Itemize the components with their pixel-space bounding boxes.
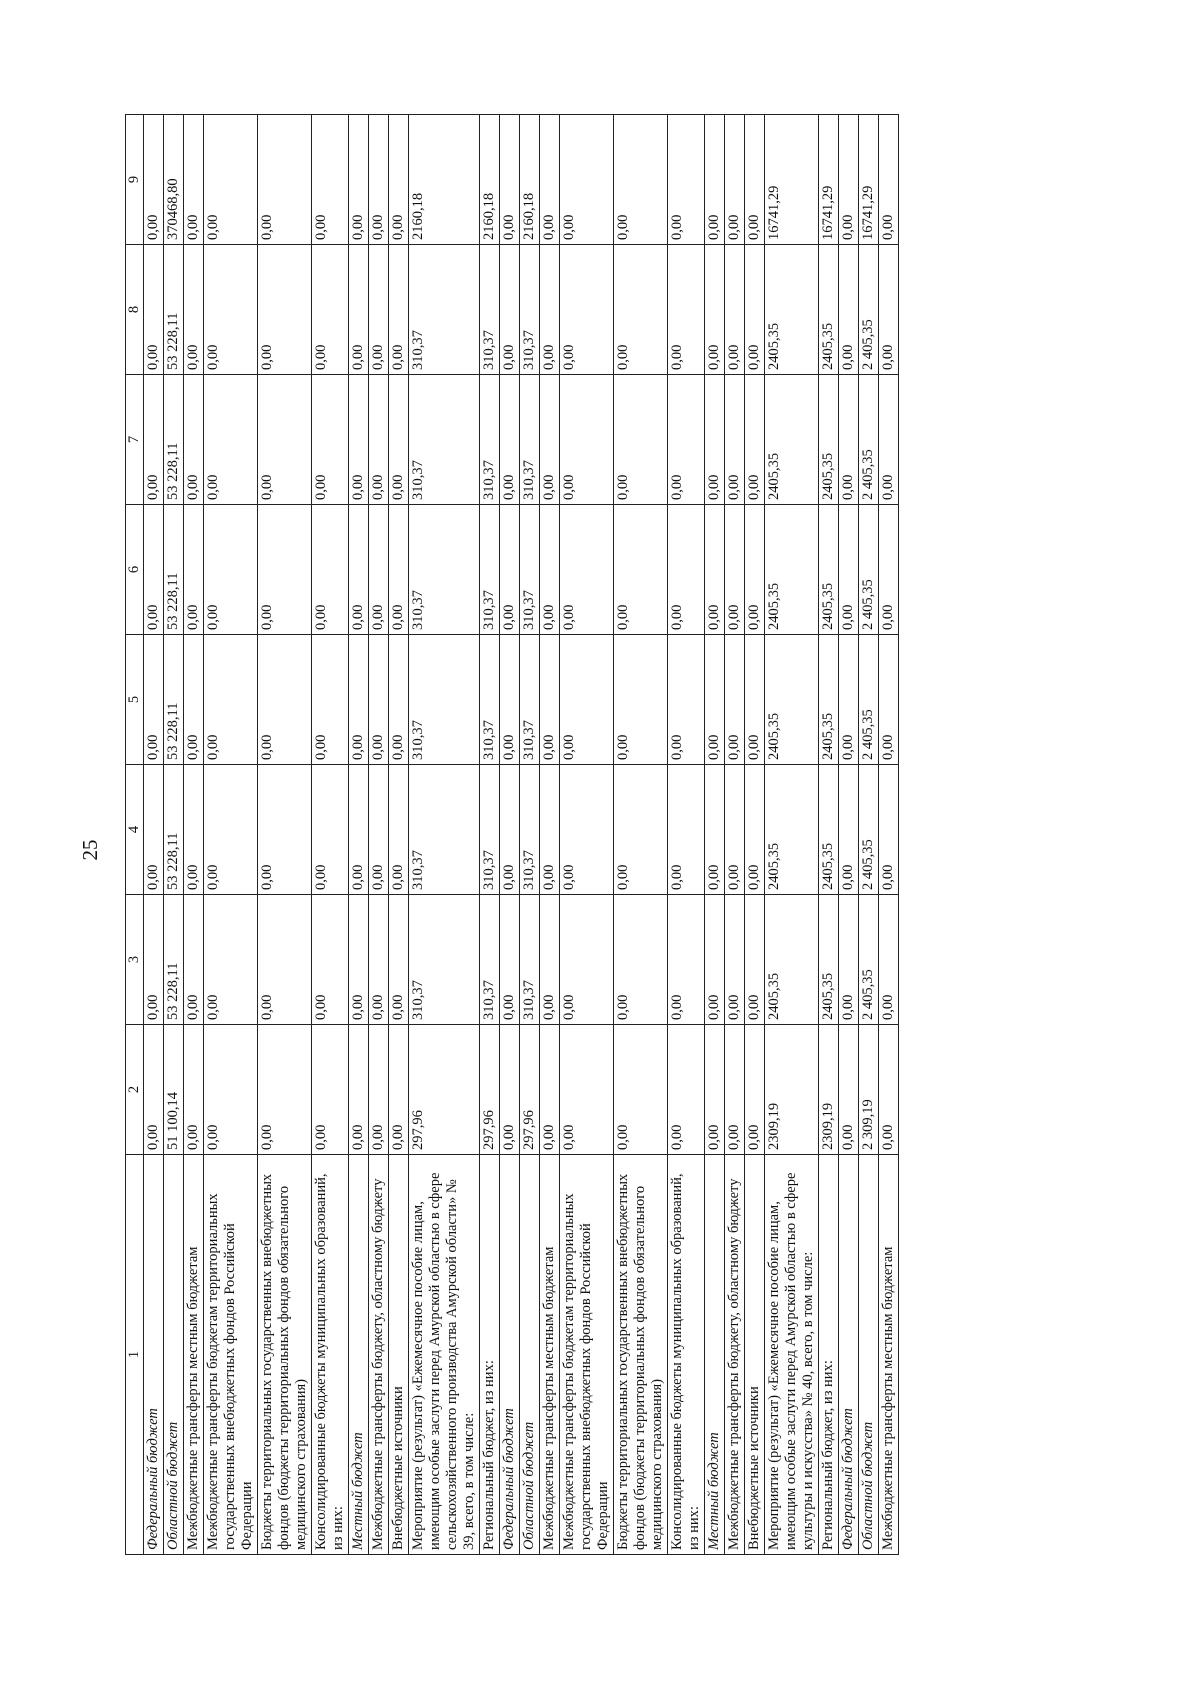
value-cell: 53 228,11	[164, 635, 184, 765]
value-cell: 0,00	[705, 115, 725, 245]
value-cell: 53 228,11	[164, 375, 184, 505]
value-cell: 297,96	[409, 1025, 480, 1155]
value-cell: 0,00	[204, 765, 258, 895]
value-cell: 310,37	[409, 895, 480, 1025]
value-cell: 0,00	[725, 1025, 745, 1155]
table-row	[389, 115, 409, 1555]
column-header: 5	[126, 635, 144, 765]
row-label-cell: Федеральный бюджет	[839, 1155, 859, 1555]
row-label-cell: Межбюджетные трансферты бюджетам территориальных государственных внебюджетных фондов Российской Федерации	[204, 1155, 258, 1555]
value-cell: 0,00	[500, 895, 520, 1025]
column-header: 8	[126, 245, 144, 375]
value-cell: 0,00	[312, 505, 349, 635]
value-cell: 0,00	[312, 375, 349, 505]
value-cell: 0,00	[560, 115, 614, 245]
value-cell: 0,00	[614, 635, 668, 765]
value-cell: 0,00	[540, 765, 560, 895]
value-cell: 0,00	[349, 1025, 369, 1155]
value-cell: 0,00	[349, 895, 369, 1025]
value-cell: 2405,35	[819, 375, 839, 505]
value-cell: 310,37	[480, 635, 500, 765]
value-cell: 310,37	[409, 375, 480, 505]
table-row	[725, 115, 745, 1555]
value-cell: 0,00	[560, 245, 614, 375]
value-cell: 0,00	[668, 375, 705, 505]
value-cell: 0,00	[745, 895, 765, 1025]
value-cell: 51 100,14	[164, 1025, 184, 1155]
value-cell: 0,00	[204, 375, 258, 505]
value-cell: 0,00	[668, 895, 705, 1025]
column-header: 3	[126, 895, 144, 1025]
value-cell: 0,00	[614, 1025, 668, 1155]
row-label-cell: Региональный бюджет, из них:	[819, 1155, 839, 1555]
value-cell: 0,00	[500, 505, 520, 635]
table-row	[839, 115, 859, 1555]
value-cell: 0,00	[879, 115, 899, 245]
value-cell: 0,00	[725, 635, 745, 765]
table-row	[144, 115, 164, 1555]
row-label-cell: Межбюджетные трансферты местным бюджетам	[184, 1155, 204, 1555]
value-cell: 310,37	[409, 765, 480, 895]
value-cell: 0,00	[879, 635, 899, 765]
table-row	[349, 115, 369, 1555]
value-cell: 0,00	[184, 1025, 204, 1155]
value-cell: 0,00	[389, 375, 409, 505]
row-label-cell: Местный бюджет	[349, 1155, 369, 1555]
value-cell: 2405,35	[765, 245, 819, 375]
value-cell: 0,00	[540, 1025, 560, 1155]
value-cell: 0,00	[560, 765, 614, 895]
value-cell: 0,00	[204, 635, 258, 765]
value-cell: 0,00	[349, 505, 369, 635]
value-cell: 0,00	[258, 375, 312, 505]
table-row	[258, 115, 312, 1555]
table-row	[409, 115, 480, 1555]
value-cell: 0,00	[614, 115, 668, 245]
value-cell: 2 405,35	[859, 895, 879, 1025]
value-cell: 310,37	[480, 765, 500, 895]
value-cell: 0,00	[668, 505, 705, 635]
value-cell: 0,00	[560, 635, 614, 765]
value-cell: 0,00	[258, 895, 312, 1025]
value-cell: 370468,80	[164, 115, 184, 245]
value-cell: 0,00	[725, 895, 745, 1025]
value-cell: 0,00	[668, 765, 705, 895]
value-cell: 2405,35	[765, 505, 819, 635]
row-label-cell: Областной бюджет	[164, 1155, 184, 1555]
row-label-cell: Внебюджетные источники	[389, 1155, 409, 1555]
table-row	[369, 115, 389, 1555]
value-cell: 310,37	[480, 375, 500, 505]
row-label-cell: Федеральный бюджет	[500, 1155, 520, 1555]
value-cell: 0,00	[839, 765, 859, 895]
value-cell: 0,00	[349, 765, 369, 895]
value-cell: 2405,35	[819, 895, 839, 1025]
table-row	[184, 115, 204, 1555]
row-label-cell: Межбюджетные трансферты местным бюджетам	[879, 1155, 899, 1555]
table-row	[164, 115, 184, 1555]
value-cell: 0,00	[560, 505, 614, 635]
table-row	[540, 115, 560, 1555]
value-cell: 0,00	[204, 895, 258, 1025]
value-cell: 0,00	[500, 635, 520, 765]
value-cell: 0,00	[389, 505, 409, 635]
row-label-cell: Региональный бюджет, из них:	[480, 1155, 500, 1555]
row-label-cell: Консолидированные бюджеты муниципальных образований, из них:	[312, 1155, 349, 1555]
value-cell: 2160,18	[409, 115, 480, 245]
value-cell: 0,00	[144, 765, 164, 895]
column-header: 1	[126, 1155, 144, 1555]
value-cell: 0,00	[258, 765, 312, 895]
value-cell: 310,37	[409, 245, 480, 375]
column-header: 4	[126, 765, 144, 895]
value-cell: 0,00	[389, 765, 409, 895]
value-cell: 0,00	[144, 115, 164, 245]
value-cell: 0,00	[540, 115, 560, 245]
row-label-cell: Бюджеты территориальных государственных внебюджетных фондов (бюджеты территориальных фондов обязательного медицинского страхования)	[614, 1155, 668, 1555]
table-row	[705, 115, 725, 1555]
value-cell: 2405,35	[765, 765, 819, 895]
table-row	[765, 115, 819, 1555]
value-cell: 16741,29	[859, 115, 879, 245]
value-cell: 2405,35	[819, 635, 839, 765]
value-cell: 0,00	[614, 765, 668, 895]
table-row	[668, 115, 705, 1555]
value-cell: 0,00	[500, 765, 520, 895]
value-cell: 310,37	[520, 375, 540, 505]
table-row	[312, 115, 349, 1555]
value-cell: 0,00	[745, 375, 765, 505]
value-cell: 0,00	[144, 245, 164, 375]
value-cell: 0,00	[258, 635, 312, 765]
value-cell: 310,37	[520, 635, 540, 765]
value-cell: 310,37	[409, 635, 480, 765]
row-label-cell: Мероприятие (результат) «Ежемесячное пособие лицам, имеющим особые заслуги перед Амурской областью в сфере культуры и искусства» № 40, всего, в том числе:	[765, 1155, 819, 1555]
value-cell: 0,00	[614, 505, 668, 635]
value-cell: 0,00	[369, 895, 389, 1025]
value-cell: 0,00	[725, 765, 745, 895]
value-cell: 310,37	[409, 505, 480, 635]
table-body	[144, 115, 899, 1555]
value-cell: 0,00	[369, 765, 389, 895]
value-cell: 2405,35	[765, 635, 819, 765]
row-label-cell: Межбюджетные трансферты бюджетам территориальных государственных внебюджетных фондов Российской Федерации	[560, 1155, 614, 1555]
value-cell: 0,00	[204, 1025, 258, 1155]
value-cell: 0,00	[614, 895, 668, 1025]
value-cell: 2405,35	[765, 375, 819, 505]
value-cell: 0,00	[745, 765, 765, 895]
value-cell: 2309,19	[765, 1025, 819, 1155]
column-header: 9	[126, 115, 144, 245]
value-cell: 0,00	[705, 635, 725, 765]
column-number-row	[126, 115, 144, 1555]
value-cell: 0,00	[745, 245, 765, 375]
value-cell: 0,00	[745, 635, 765, 765]
value-cell: 0,00	[745, 115, 765, 245]
value-cell: 2160,18	[520, 115, 540, 245]
table-row	[859, 115, 879, 1555]
value-cell: 0,00	[144, 1025, 164, 1155]
value-cell: 53 228,11	[164, 505, 184, 635]
value-cell: 310,37	[520, 765, 540, 895]
value-cell: 0,00	[879, 245, 899, 375]
value-cell: 0,00	[312, 245, 349, 375]
value-cell: 0,00	[540, 895, 560, 1025]
value-cell: 0,00	[500, 1025, 520, 1155]
value-cell: 0,00	[144, 375, 164, 505]
table-row	[204, 115, 258, 1555]
value-cell: 0,00	[184, 505, 204, 635]
value-cell: 0,00	[312, 115, 349, 245]
page-number: 25	[78, 839, 102, 861]
value-cell: 0,00	[614, 245, 668, 375]
value-cell: 0,00	[258, 505, 312, 635]
value-cell: 0,00	[184, 765, 204, 895]
value-cell: 0,00	[144, 635, 164, 765]
value-cell: 2 309,19	[859, 1025, 879, 1155]
table-row	[480, 115, 500, 1555]
value-cell: 310,37	[480, 895, 500, 1025]
value-cell: 0,00	[184, 635, 204, 765]
value-cell: 0,00	[500, 245, 520, 375]
value-cell: 0,00	[725, 115, 745, 245]
value-cell: 0,00	[258, 245, 312, 375]
table-row	[819, 115, 839, 1555]
table-row	[560, 115, 614, 1555]
value-cell: 0,00	[668, 635, 705, 765]
value-cell: 0,00	[258, 1025, 312, 1155]
value-cell: 0,00	[705, 765, 725, 895]
value-cell: 2405,35	[819, 765, 839, 895]
row-label-cell: Межбюджетные трансферты бюджету, областному бюджету	[725, 1155, 745, 1555]
value-cell: 0,00	[540, 505, 560, 635]
table-row	[500, 115, 520, 1555]
value-cell: 16741,29	[765, 115, 819, 245]
value-cell: 2 405,35	[859, 765, 879, 895]
value-cell: 0,00	[560, 1025, 614, 1155]
value-cell: 0,00	[389, 635, 409, 765]
value-cell: 0,00	[500, 115, 520, 245]
value-cell: 0,00	[879, 505, 899, 635]
value-cell: 0,00	[879, 1025, 899, 1155]
value-cell: 0,00	[668, 245, 705, 375]
column-header: 2	[126, 1025, 144, 1155]
row-label-cell: Федеральный бюджет	[144, 1155, 164, 1555]
value-cell: 2 405,35	[859, 505, 879, 635]
value-cell: 0,00	[839, 1025, 859, 1155]
value-cell: 2 405,35	[859, 245, 879, 375]
value-cell: 0,00	[312, 1025, 349, 1155]
value-cell: 0,00	[184, 115, 204, 245]
value-cell: 0,00	[705, 375, 725, 505]
value-cell: 0,00	[258, 115, 312, 245]
value-cell: 0,00	[204, 115, 258, 245]
value-cell: 0,00	[369, 115, 389, 245]
value-cell: 0,00	[500, 375, 520, 505]
column-header: 6	[126, 505, 144, 635]
value-cell: 0,00	[369, 1025, 389, 1155]
value-cell: 0,00	[144, 505, 164, 635]
value-cell: 0,00	[369, 505, 389, 635]
row-label-cell: Областной бюджет	[859, 1155, 879, 1555]
value-cell: 0,00	[389, 895, 409, 1025]
value-cell: 0,00	[879, 765, 899, 895]
value-cell: 0,00	[705, 505, 725, 635]
value-cell: 0,00	[879, 375, 899, 505]
value-cell: 297,96	[520, 1025, 540, 1155]
value-cell: 0,00	[312, 895, 349, 1025]
value-cell: 0,00	[389, 245, 409, 375]
value-cell: 0,00	[839, 635, 859, 765]
value-cell: 0,00	[668, 115, 705, 245]
budget-table-container	[125, 115, 1035, 1555]
value-cell: 310,37	[480, 505, 500, 635]
table-row	[520, 115, 540, 1555]
value-cell: 0,00	[879, 895, 899, 1025]
value-cell: 2 405,35	[859, 375, 879, 505]
value-cell: 0,00	[839, 895, 859, 1025]
value-cell: 0,00	[560, 375, 614, 505]
value-cell: 0,00	[745, 505, 765, 635]
value-cell: 53 228,11	[164, 245, 184, 375]
value-cell: 0,00	[349, 245, 369, 375]
table-row	[879, 115, 899, 1555]
value-cell: 0,00	[540, 635, 560, 765]
value-cell: 0,00	[839, 245, 859, 375]
value-cell: 0,00	[312, 635, 349, 765]
value-cell: 53 228,11	[164, 765, 184, 895]
value-cell: 0,00	[839, 375, 859, 505]
column-header: 7	[126, 375, 144, 505]
budget-table	[125, 114, 899, 1555]
value-cell: 0,00	[144, 895, 164, 1025]
value-cell: 0,00	[705, 1025, 725, 1155]
value-cell: 0,00	[389, 115, 409, 245]
value-cell: 53 228,11	[164, 895, 184, 1025]
value-cell: 0,00	[540, 375, 560, 505]
row-label-cell: Межбюджетные трансферты местным бюджетам	[540, 1155, 560, 1555]
row-label-cell: Консолидированные бюджеты муниципальных образований, из них:	[668, 1155, 705, 1555]
value-cell: 2405,35	[765, 895, 819, 1025]
value-cell: 2160,18	[480, 115, 500, 245]
value-cell: 0,00	[312, 765, 349, 895]
value-cell: 0,00	[389, 1025, 409, 1155]
value-cell: 0,00	[184, 375, 204, 505]
row-label-cell: Областной бюджет	[520, 1155, 540, 1555]
value-cell: 0,00	[705, 895, 725, 1025]
value-cell: 0,00	[204, 505, 258, 635]
value-cell: 0,00	[349, 635, 369, 765]
value-cell: 0,00	[745, 1025, 765, 1155]
value-cell: 2405,35	[819, 505, 839, 635]
value-cell: 0,00	[725, 375, 745, 505]
row-label-cell: Мероприятие (результат) «Ежемесячное пособие лицам, имеющим особые заслуги перед Амурской областью в сфере сельскохозяйственного производства Амурской области» № 39, всего, в том числе:	[409, 1155, 480, 1555]
value-cell: 0,00	[705, 245, 725, 375]
value-cell: 0,00	[369, 375, 389, 505]
value-cell: 310,37	[520, 895, 540, 1025]
value-cell: 310,37	[520, 245, 540, 375]
value-cell: 2309,19	[819, 1025, 839, 1155]
row-label-cell: Местный бюджет	[705, 1155, 725, 1555]
value-cell: 0,00	[614, 375, 668, 505]
row-label-cell: Внебюджетные источники	[745, 1155, 765, 1555]
value-cell: 0,00	[668, 1025, 705, 1155]
table-row	[745, 115, 765, 1555]
table-row	[614, 115, 668, 1555]
value-cell: 16741,29	[819, 115, 839, 245]
value-cell: 310,37	[520, 505, 540, 635]
value-cell: 0,00	[184, 245, 204, 375]
value-cell: 2405,35	[819, 245, 839, 375]
value-cell: 0,00	[349, 115, 369, 245]
value-cell: 0,00	[204, 245, 258, 375]
row-label-cell: Межбюджетные трансферты бюджету, областному бюджету	[369, 1155, 389, 1555]
value-cell: 0,00	[369, 635, 389, 765]
value-cell: 0,00	[184, 895, 204, 1025]
value-cell: 2 405,35	[859, 635, 879, 765]
value-cell: 0,00	[540, 245, 560, 375]
value-cell: 0,00	[839, 115, 859, 245]
row-label-cell: Бюджеты территориальных государственных внебюджетных фондов (бюджеты территориальных фондов обязательного медицинского страхования)	[258, 1155, 312, 1555]
value-cell: 297,96	[480, 1025, 500, 1155]
value-cell: 0,00	[725, 505, 745, 635]
value-cell: 310,37	[480, 245, 500, 375]
value-cell: 0,00	[839, 505, 859, 635]
value-cell: 0,00	[349, 375, 369, 505]
value-cell: 0,00	[369, 245, 389, 375]
value-cell: 0,00	[560, 895, 614, 1025]
value-cell: 0,00	[725, 245, 745, 375]
